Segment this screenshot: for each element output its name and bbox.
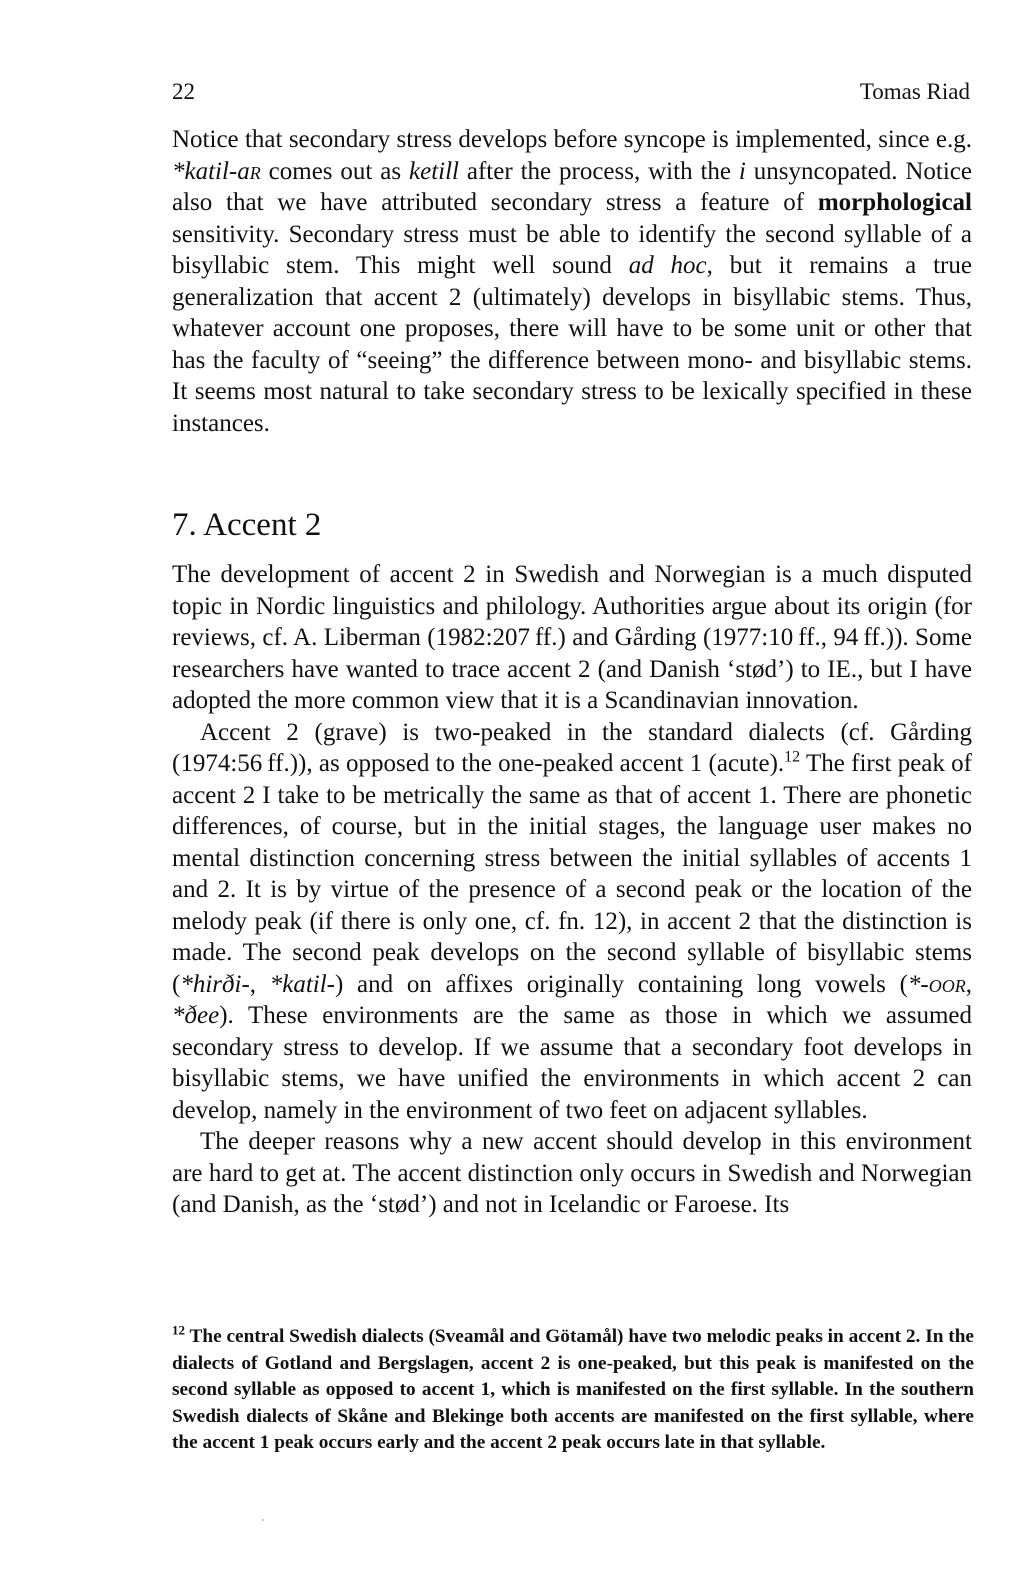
text-run: unsyncopated. Notice also that we have attributed secondary stress a feature of — [172, 157, 973, 216]
page-number: 22 — [172, 79, 195, 104]
body-block-1 — [172, 124, 972, 439]
italic-form: *katil- — [269, 970, 335, 998]
paragraph-two-peaked — [172, 717, 972, 1127]
bold-term: morphological — [817, 189, 972, 216]
footnote-number: 12 — [172, 1322, 185, 1338]
section-heading: 7. Accent 2 — [172, 507, 322, 543]
text-run: , but it remains a true generalization that accent 2 (ultimately) develops in bisyllabic stems. Thus, whatever account one proposes, there will have to be some unit or other that has the faculty of “seeing” the difference between mono- and bisyllabic stems. It seems most natural to take secondary stress to be lexically specified in these instances. — [172, 252, 972, 437]
text-run: Accent 2 (grave) is two-peaked in the standard dialects (cf. Gårding (1974:56 ff.)), as opposed to the one-peaked accent 1 (acute). — [172, 718, 972, 777]
paragraph-accent-origin: The development of accent 2 in Swedish and Norwegian is a much disputed topic in Nordic linguistics and philology. Authorities argue about its origin (for reviews, cf. A. Liberman (1982:207 ff.) and Gårding (1977:10 ff., 94 ff.)). Some researchers have wanted to trace accent 2 (and Danish ‘stød’) to IE., but I have adopted the more common view that it is a Scandinavian innovation. — [172, 561, 972, 714]
paragraph-deeper-reasons: The deeper reasons why a new accent should develop in this environment are hard to get at. The accent distinction only occurs in Swedish and Norwegian (and Danish, as the ‘stød’) and not in Icelandic or Faroese. Its — [172, 1128, 972, 1218]
text-run: The first peak of accent 2 I take to be metrically the same as that of accent 1. There are phonetic differences, of course, but in the initial stages, the language user makes no mental distinction concerning stress between the initial syllables of accents 1 and 2. It is by virtue of the presence of a second peak or the location of the melody peak (if there is only one, cf. fn. 12), in accent 2 that the distinction is made. The second peak develops on the second syllable of bisyllabic stems ( — [172, 750, 972, 998]
text-run: after the process, with the — [458, 157, 739, 185]
text-run: , — [249, 970, 270, 998]
footnote-reference[interactable]: 12 — [784, 748, 801, 766]
italic-form: ketill — [409, 157, 459, 185]
text-run: ) and on affixes originally containing long vowels ( — [335, 970, 908, 998]
italic-form: *hirði- — [180, 970, 250, 998]
italic-form: *ðee — [172, 1002, 220, 1029]
text-run: ). These environments are the same as those in which we assumed secondary stress to develop. If we assume that a secondary foot develops in bisyllabic stems, we have unified the environments in which accent 2 can develop, namely in the environment of two feet on adjacent syllables. — [172, 1002, 972, 1124]
body-block-2 — [172, 559, 972, 1221]
running-header — [172, 76, 970, 108]
text-run: , — [965, 970, 972, 998]
small-caps-form: *-oor — [907, 970, 966, 998]
small-caps-form: r — [249, 157, 261, 185]
italic-term: ad hoc — [628, 252, 707, 279]
footnote-12 — [172, 1324, 974, 1457]
footnote-text: The central Swedish dialects (Sveamål and Götamål) have two melodic peaks in accent 2. In the dialects of Gotland and Bergslagen, accent 2 is one-peaked, but this peak is manifested on the second syllable as opposed to accent 1, which is manifested on the first syllable. In the southern Swedish dialects of Skåne and Blekinge both accents are manifested on the first syllable, where the accent 1 peak occurs early and the accent 2 peak occurs late in that syllable. — [172, 1326, 974, 1453]
scan-speck — [262, 1519, 264, 1521]
text-run: comes out as — [260, 157, 409, 185]
italic-form: *katil-a — [172, 157, 250, 185]
paragraph-syllable-stress — [172, 124, 972, 439]
running-head-author: Tomas Riad — [859, 79, 970, 104]
text-run: Notice that secondary stress develops before syncope is implemented, since e.g. — [172, 126, 972, 153]
text-run: sensitivity. Secondary stress must be able to identify the second syllable of a bisyllabic stem. This might well sound — [172, 220, 972, 279]
italic-form: i — [738, 157, 746, 185]
